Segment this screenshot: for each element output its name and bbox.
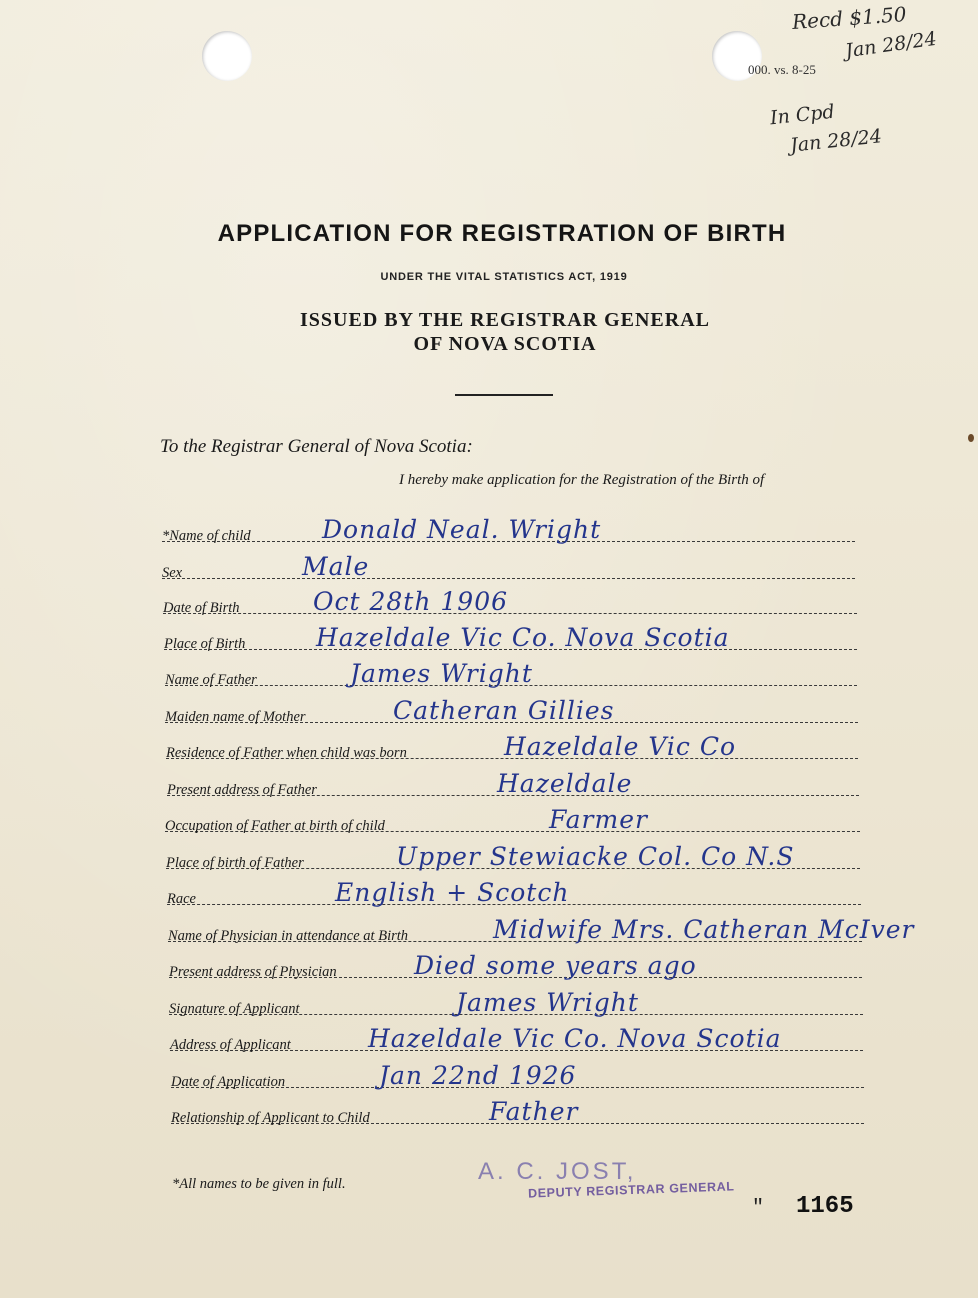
tick-mark: " [752,1197,765,1220]
field-label: Occupation of Father at birth of child [165,818,385,834]
field-label: Sex [162,565,183,581]
form-row [169,951,862,980]
field-label: Residence of Father when child was born [166,745,407,761]
field-value: Hazeldale [497,769,633,798]
field-label: Maiden name of Mother [165,709,306,725]
issued-line-1: ISSUED BY THE REGISTRAR GENERAL [300,309,710,331]
footnote: *All names to be given in full. [172,1176,346,1192]
issued-by [0,308,978,356]
field-label: *Name of child [162,528,251,544]
form-code: 000. vs. 8-25 [748,62,816,77]
field-label: Place of birth of Father [166,855,304,871]
form-row [166,842,860,871]
form-act: UNDER THE VITAL STATISTICS ACT, 1919 [380,271,628,283]
field-value: English + Scotch [335,878,570,907]
field-value: Catheran Gillies [393,696,615,725]
field-value: Hazeldale Vic Co. Nova Scotia [368,1024,782,1053]
field-value: Father [489,1097,579,1126]
form-row [165,659,857,688]
ink-smudge [968,434,974,442]
form-row [167,878,861,907]
field-label: Address of Applicant [170,1037,291,1053]
stamp-name: A. C. JOST, [478,1158,637,1185]
received-note: Recd $1.50 [791,2,908,34]
punch-hole-left [202,31,252,81]
form-row [162,515,855,544]
field-value: Male [302,552,370,581]
document-number: 1165 [796,1193,854,1220]
field-value: James Wright [350,659,533,688]
field-label: Date of Birth [163,600,240,616]
form-row [169,988,863,1017]
field-label: Relationship of Applicant to Child [171,1110,370,1126]
cpd-date: Jan 28/24 [789,125,883,157]
field-value: Upper Stewiacke Col. Co N.S [396,842,795,871]
field-value: Jan 22nd 1926 [379,1061,577,1090]
salutation: To the Registrar General of Nova Scotia: [160,436,473,457]
form-title: APPLICATION FOR REGISTRATION OF BIRTH [217,220,787,247]
issued-line-2: OF NOVA SCOTIA [413,333,597,355]
field-label: Name of Father [165,672,257,688]
title-divider [455,394,553,396]
form-row [165,696,858,725]
field-label: Name of Physician in attendance at Birth [168,928,409,944]
form-row [167,769,859,798]
intro-line: I hereby make application for the Registration of the Birth of [399,472,765,488]
field-value: Farmer [549,805,648,834]
cpd-note: In Cpd [769,100,836,130]
fill-line [162,578,855,579]
stamp-title: DEPUTY REGISTRAR GENERAL [527,1179,735,1201]
received-date: Jan 28/24 [843,27,939,63]
form-row [164,623,857,652]
form-row [171,1097,864,1126]
field-value: Hazeldale Vic Co [504,732,737,761]
form-row [166,732,858,761]
field-label: Signature of Applicant [169,1001,300,1017]
form-row [162,552,855,581]
field-label: Date of Application [171,1074,286,1090]
field-value: Donald Neal. Wright [322,515,602,544]
field-value: Oct 28th 1906 [313,587,509,616]
field-value: Hazeldale Vic Co. Nova Scotia [316,623,730,652]
field-value: Midwife Mrs. Catheran McIver [493,915,915,944]
field-label: Race [167,891,196,907]
field-value: Died some years ago [414,951,697,980]
fill-line [163,613,857,614]
form-row [168,915,915,944]
form-row [171,1061,864,1090]
field-value: James Wright [456,988,639,1017]
form-row [170,1024,863,1053]
form-row [165,805,860,834]
field-label: Place of Birth [164,636,246,652]
form-row [163,587,857,616]
field-label: Present address of Father [167,782,317,798]
field-label: Present address of Physician [169,964,337,980]
